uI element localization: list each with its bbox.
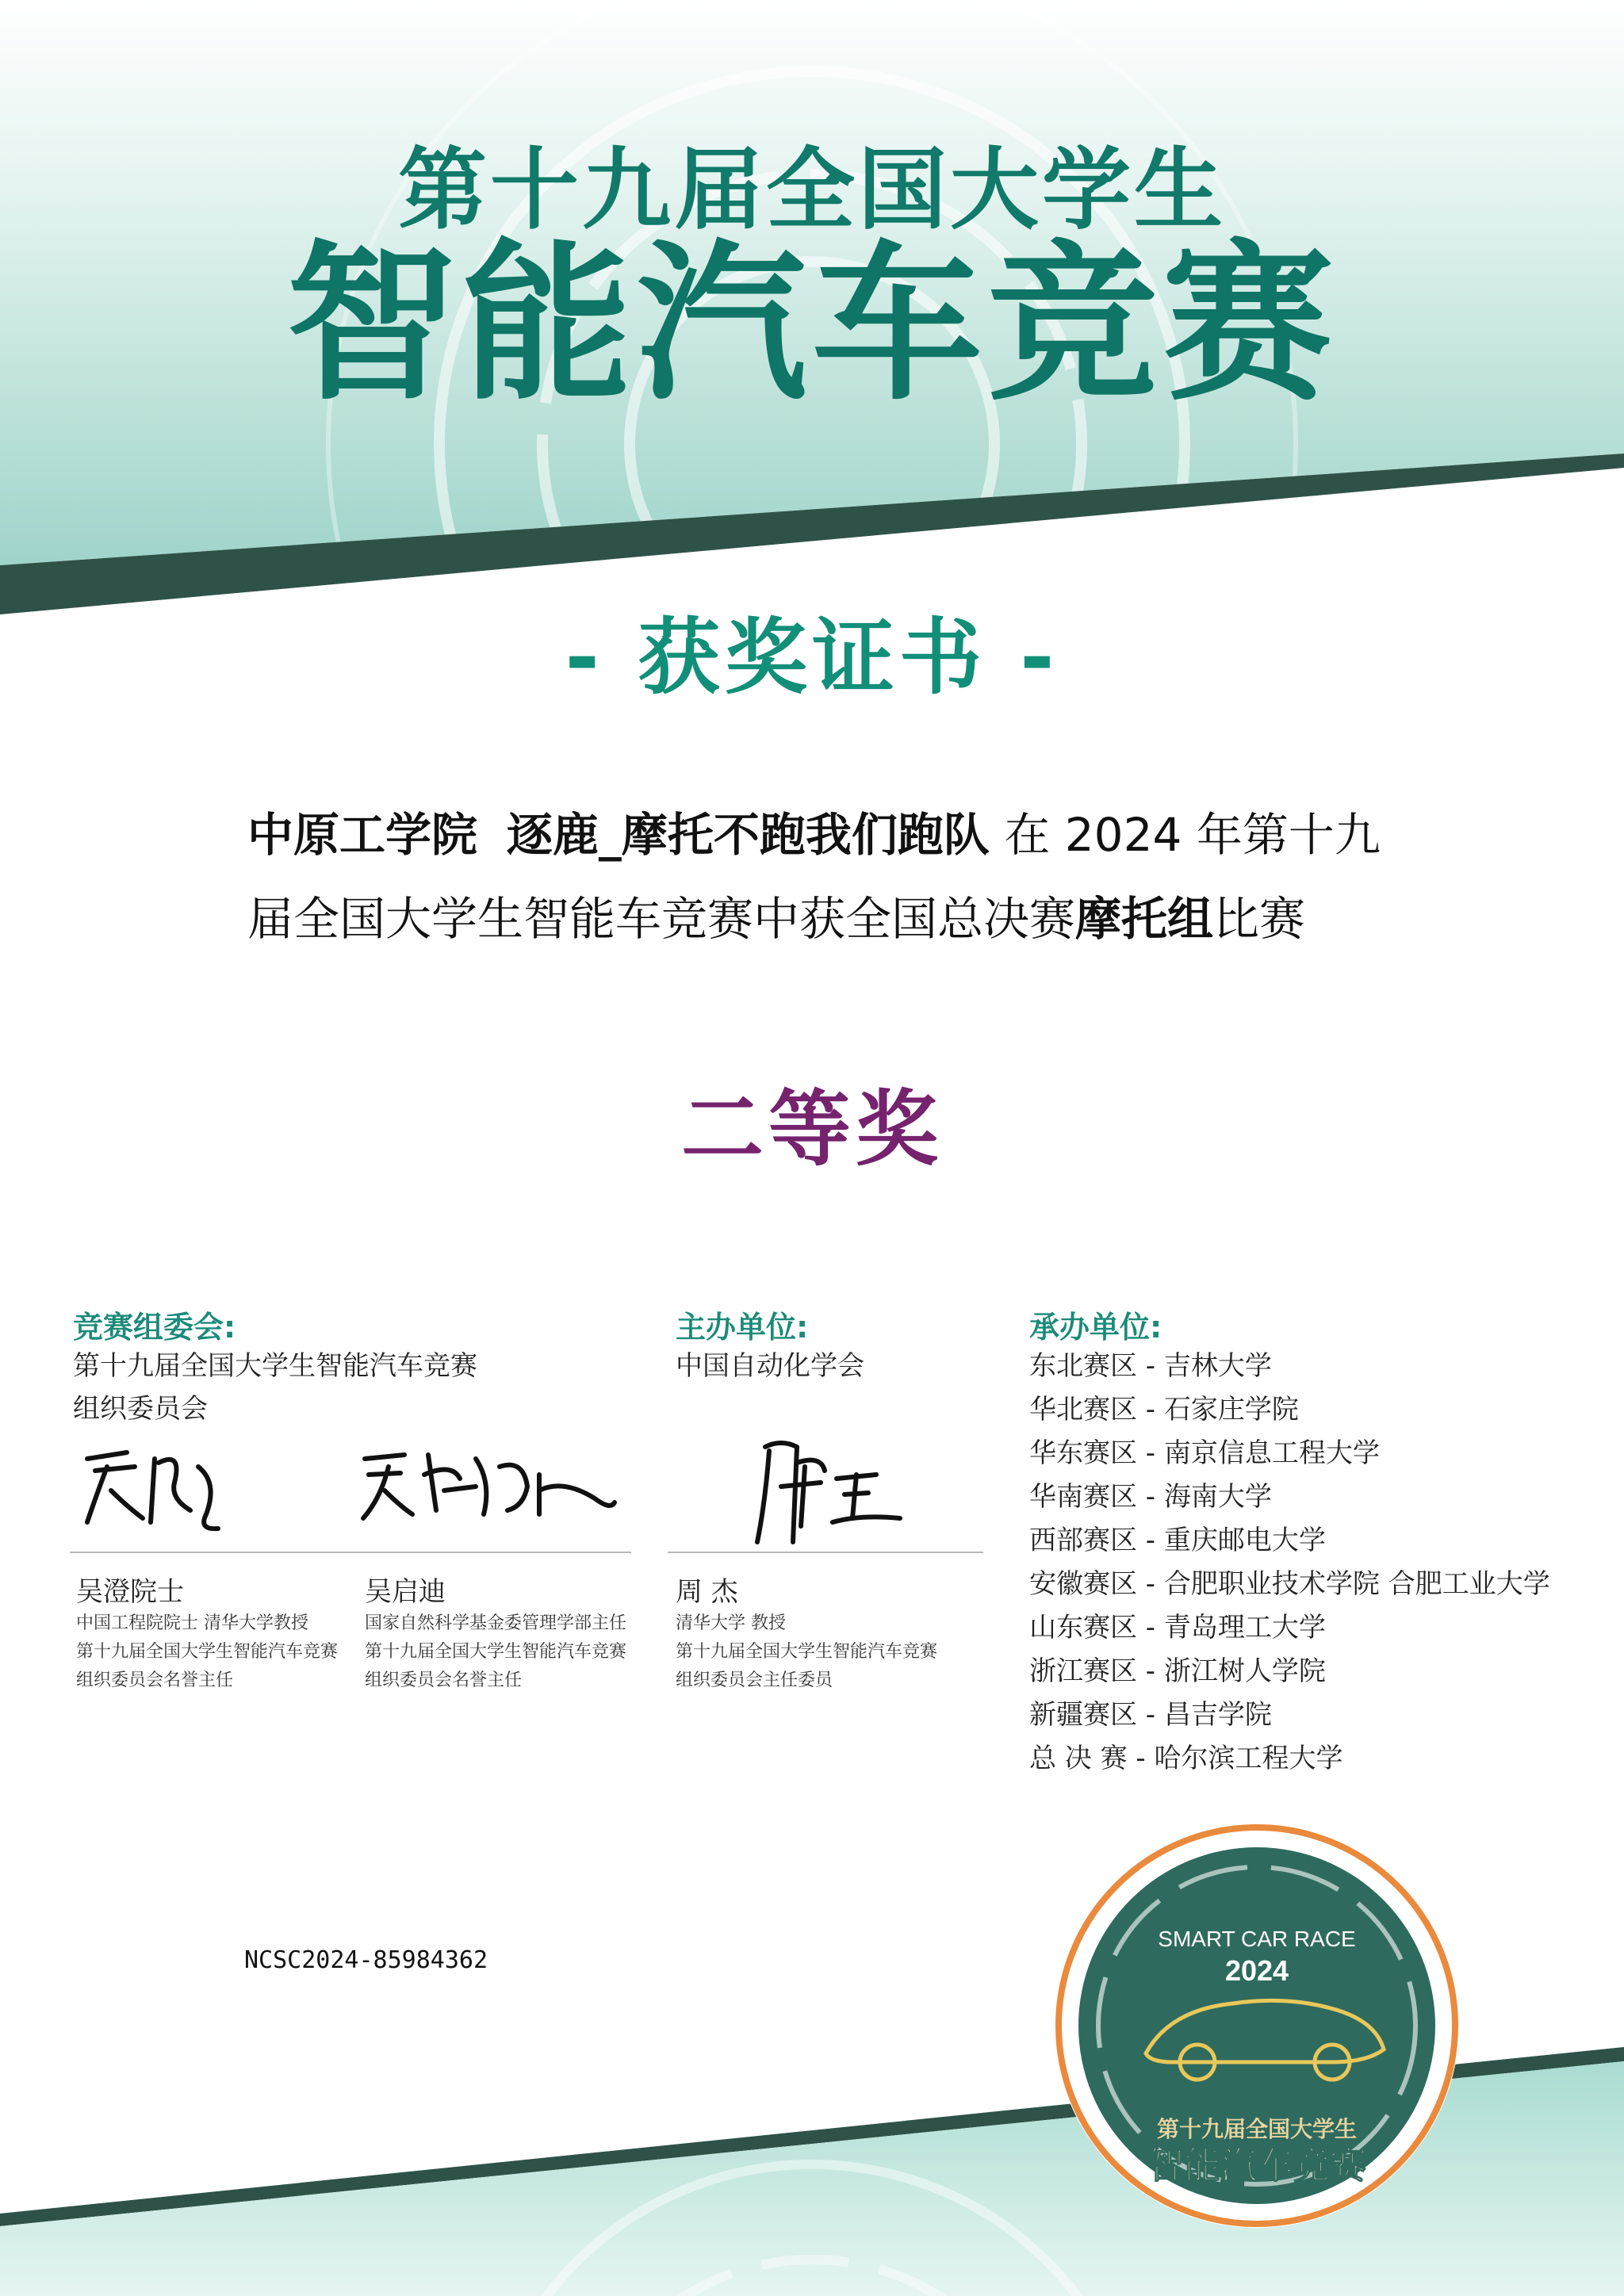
- signer-title-wu-qidi-1: 国家自然科学基金委管理学部主任: [365, 1613, 627, 1633]
- host-row: 浙江赛区 - 浙江树人学院: [1029, 1655, 1326, 1687]
- signer-title-wu-qidi-2: 第十九届全国大学生智能汽车竞赛: [365, 1642, 627, 1662]
- host-row: 东北赛区 - 吉林大学: [1029, 1350, 1272, 1382]
- signer-title-zhou-jie-1: 清华大学 教授: [676, 1613, 786, 1633]
- committee-line2: 组织委员会: [73, 1393, 208, 1425]
- host-row: 山东赛区 - 青岛理工大学: [1029, 1612, 1326, 1644]
- signer-name-wu-cheng: 吴澄院士: [76, 1576, 184, 1608]
- host-row: 西部赛区 - 重庆邮电大学: [1029, 1525, 1326, 1556]
- host-row: 新疆赛区 - 昌吉学院: [1029, 1699, 1272, 1731]
- certificate-title: - 获奖证书 -: [565, 609, 1059, 706]
- host-row: 总 决 赛 - 哈尔滨工程大学: [1029, 1743, 1343, 1774]
- sponsor-signature-line: [668, 1552, 983, 1553]
- signer-name-wu-qidi: 吴启迪: [365, 1576, 446, 1608]
- badge-line2: 智能汽车竞赛: [1147, 2144, 1366, 2187]
- school-name: 中原工学院: [247, 808, 478, 862]
- badge-line1: 第十九届全国大学生: [1156, 2116, 1358, 2142]
- signer-name-zhou-jie: 周 杰: [676, 1576, 738, 1608]
- host-row: 华东赛区 - 南京信息工程大学: [1029, 1437, 1380, 1469]
- signature-wu-cheng: [79, 1435, 238, 1538]
- host-heading: 承办单位:: [1029, 1310, 1162, 1345]
- badge-top-text: SMART CAR RACE: [1158, 1927, 1356, 1951]
- signer-title-wu-cheng-3: 组织委员会名誉主任: [76, 1670, 234, 1690]
- host-list: [1029, 1345, 1550, 1781]
- competition-title-line2: 智能汽车竞赛: [286, 224, 1338, 423]
- signature-zhou-jie: [749, 1431, 908, 1550]
- host-row: 安徽赛区 - 合肥职业技术学院 合肥工业大学: [1029, 1568, 1550, 1600]
- signer-title-wu-qidi-3: 组织委员会名誉主任: [365, 1670, 523, 1690]
- host-row: 华北赛区 - 石家庄学院: [1029, 1394, 1299, 1425]
- host-row: 华南赛区 - 海南大学: [1029, 1481, 1272, 1513]
- signer-title-wu-cheng-2: 第十九届全国大学生智能汽车竞赛: [76, 1642, 339, 1662]
- committee-signature-line: [70, 1552, 631, 1553]
- statement-part1: 在 2024 年第十九届全国大学生智能车竞赛中获全国总决赛: [247, 808, 1381, 946]
- committee-line1: 第十九届全国大学生智能汽车竞赛: [73, 1350, 477, 1382]
- competition-title-line1: 第十九届全国大学生: [398, 139, 1226, 242]
- committee-heading: 竞赛组委会:: [73, 1310, 236, 1345]
- team-name: 逐鹿_摩托不跑我们跑队: [506, 808, 990, 862]
- award-statement: [247, 793, 1389, 961]
- certificate-code: NCSC2024-85984362: [244, 1946, 488, 1974]
- statement-part2: 比赛: [1213, 892, 1306, 946]
- signer-title-zhou-jie-2: 第十九届全国大学生智能汽车竞赛: [676, 1642, 938, 1662]
- sponsor-name: 中国自动化学会: [676, 1350, 864, 1382]
- smart-car-race-badge: [1051, 1820, 1463, 2232]
- signer-title-wu-cheng-1: 中国工程院院士 清华大学教授: [76, 1613, 308, 1633]
- group-name: 摩托组: [1075, 892, 1214, 946]
- sponsor-heading: 主办单位:: [676, 1310, 809, 1345]
- signature-wu-qidi: [357, 1443, 619, 1530]
- badge-year: 2024: [1224, 1954, 1289, 1987]
- signer-title-zhou-jie-3: 组织委员会主任委员: [676, 1670, 833, 1690]
- award-level: 二等奖: [680, 1081, 943, 1177]
